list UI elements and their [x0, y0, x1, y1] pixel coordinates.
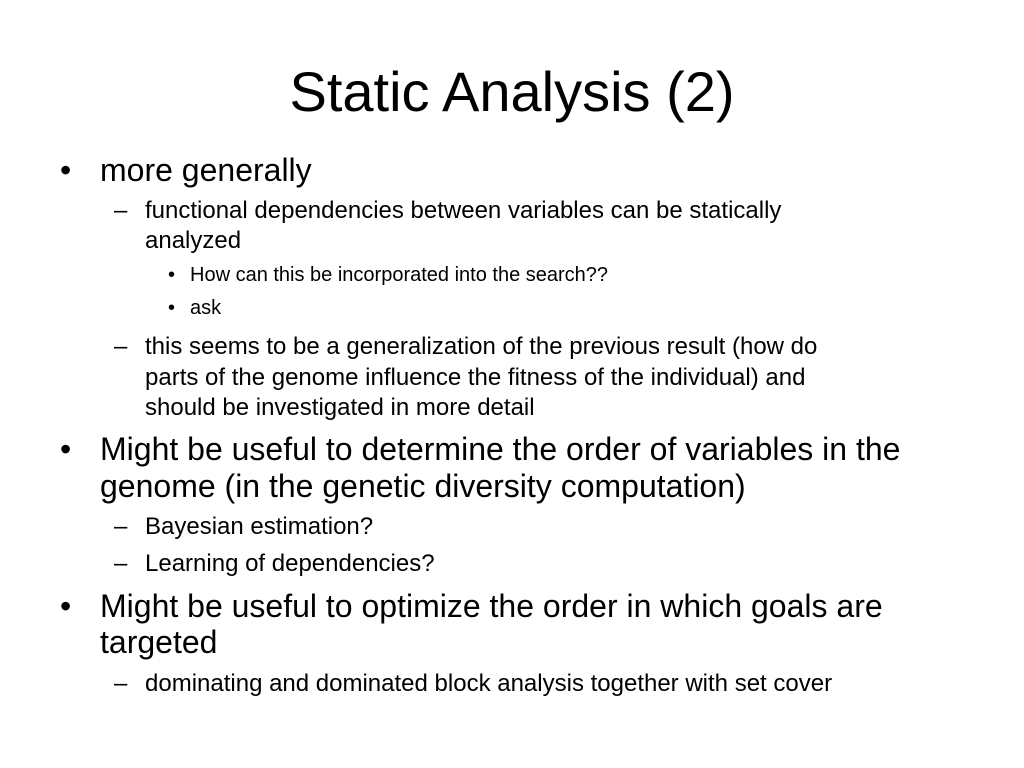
- sub-bullet-text: functional dependencies between variables can be statically: [145, 197, 782, 224]
- sub-sub-bullet-marker: •: [168, 264, 176, 286]
- sub-bullet-text: analyzed: [145, 227, 242, 254]
- bullet-text: Might be useful to optimize the order in which goals are: [100, 588, 883, 624]
- bullet-marker: •: [60, 588, 72, 624]
- sub-sub-bullet-text: How can this be incorporated into the search??: [190, 264, 609, 286]
- sub-bullet-text: this seems to be a generalization of the previous result (how do: [145, 333, 818, 360]
- slide-title: Static Analysis (2): [289, 60, 735, 123]
- sub-bullet-marker: –: [114, 550, 128, 577]
- sub-bullet-marker: –: [114, 197, 128, 224]
- sub-bullet-text: should be investigated in more detail: [145, 394, 535, 421]
- sub-bullet-text: parts of the genome influence the fitness of the individual) and: [145, 364, 806, 391]
- sub-bullet-marker: –: [114, 513, 128, 540]
- sub-bullet-marker: –: [114, 670, 128, 697]
- sub-sub-bullet-marker: •: [168, 297, 176, 319]
- bullet-text: genome (in the genetic diversity computation): [100, 468, 746, 504]
- sub-bullet-text: Bayesian estimation?: [145, 513, 374, 540]
- sub-bullet-text: dominating and dominated block analysis together with set cover: [145, 670, 833, 697]
- bullet-marker: •: [60, 152, 72, 188]
- bullet-marker: •: [60, 431, 72, 467]
- sub-bullet-text: Learning of dependencies?: [145, 550, 435, 577]
- bullet-text: targeted: [100, 624, 218, 660]
- sub-bullet-marker: –: [114, 333, 128, 360]
- bullet-text: more generally: [100, 152, 312, 188]
- bullet-text: Might be useful to determine the order of variables in the: [100, 431, 901, 467]
- sub-sub-bullet-text: ask: [190, 297, 222, 319]
